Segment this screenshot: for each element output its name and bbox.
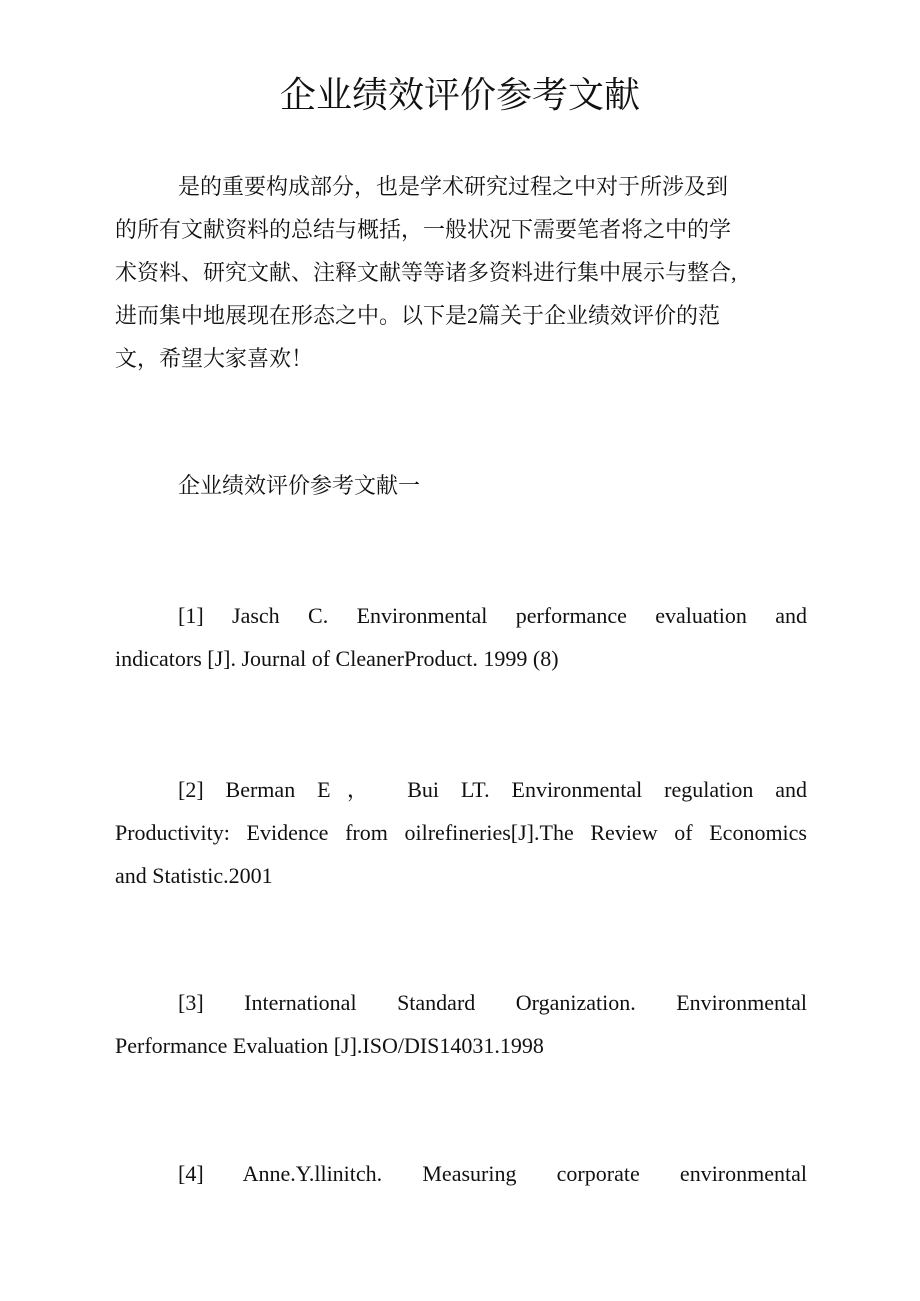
- reference-line: [4] Anne.Y.llinitch. Measuring corporate environmental: [178, 1161, 807, 1186]
- document-title: 企业绩效评价参考文献: [279, 75, 640, 115]
- reference-line: [1] Jasch C. Environmental performance evaluation and: [178, 603, 807, 628]
- intro-line: 是的重要构成部分，也是学术研究过程之中对于所涉及到: [178, 174, 729, 199]
- section-heading: 企业绩效评价参考文献一: [178, 473, 421, 498]
- reference-item: [115, 594, 807, 680]
- intro-paragraph: [115, 165, 787, 380]
- reference-item: [115, 768, 807, 897]
- reference-line: [3] International Standard Organization. Environmental: [178, 990, 807, 1015]
- intro-line: 进而集中地展现在形态之中。以下是2篇关于企业绩效评价的范: [115, 303, 721, 328]
- reference-line: [2] Berman E， Bui LT. Environmental regulation and: [178, 777, 807, 802]
- reference-line: Performance Evaluation [J].ISO/DIS14031.1998: [115, 1033, 544, 1058]
- intro-line: 的所有文献资料的总结与概括，一般状况下需要笔者将之中的学: [115, 217, 732, 242]
- reference-item: [115, 1152, 807, 1195]
- reference-item: [115, 981, 807, 1067]
- intro-line: 文，希望大家喜欢！: [115, 346, 314, 371]
- intro-line: 术资料、研究文献、注释文献等等诸多资料进行集中展示与整合,: [115, 260, 737, 285]
- reference-line: Productivity: Evidence from oilrefineries[J].The Review of Economics: [115, 820, 807, 845]
- reference-line: indicators [J]. Journal of CleanerProduct. 1999 (8): [115, 646, 559, 671]
- reference-line: and Statistic.2001: [115, 863, 273, 888]
